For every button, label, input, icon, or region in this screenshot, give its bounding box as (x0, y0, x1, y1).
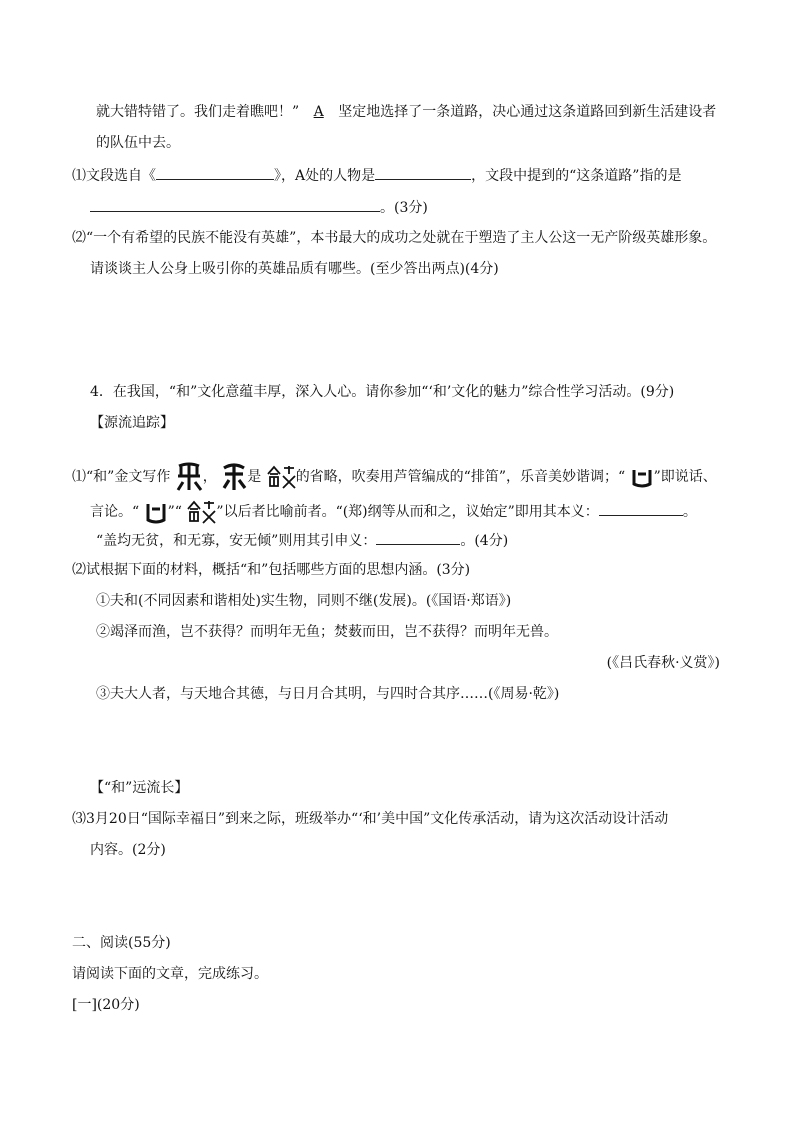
jinwen-yue-glyph-icon (144, 498, 168, 526)
jinwen-he-glyph-icon (175, 460, 203, 494)
q3-sub2-line1: ⑵“一个有希望的民族不能没有英雄”，本书最大的成功之处就在于塑造了主人公这一无产阶级英雄形象。 (72, 230, 717, 246)
q3-sub2-line2: 请谈谈主人公身上吸引你的英雄品质有哪些。(至少答出两点)(4分) (90, 261, 499, 277)
jinwen-he-full-glyph-icon (266, 464, 296, 490)
passage-line-2: 的队伍中去。 (96, 135, 180, 151)
jinwen-he-variant-glyph-icon (221, 460, 247, 494)
answer-blank[interactable] (376, 529, 460, 545)
q4-intro: 4．在我国，“和”文化意蕴丰厚，深入人心。请你参加“‘和’文化的魅力”综合性学习活动。(9分) (90, 384, 675, 400)
part2-heading: 二、阅读(55分) (72, 935, 171, 951)
answer-blank[interactable] (156, 164, 274, 180)
q4-sub2-prompt: ⑵试根据下面的材料，概括“和”包括哪些方面的思想内涵。(3分) (72, 562, 471, 578)
material-2-source: (《吕氏春秋·义赏》) (606, 655, 720, 671)
answer-blank[interactable] (375, 164, 471, 180)
jinwen-yue-glyph-icon (630, 464, 654, 490)
q4-sub1-line2: 言论。“ ”“ ”以后者比喻前者。“(郑)纲等从而和之，议始定”即用其本义： 。 (90, 498, 697, 526)
answer-blank[interactable] (90, 196, 380, 212)
q4-sub3-line1: ⑶3月20日“国际幸福日”到来之际，班级举办“‘和’美中国”文化传承活动，请为这次活动设计活动 (72, 811, 669, 827)
q4-sub1-line1: ⑴“和”金文写作 ， 是 的省略，吹奏用芦管编成的“排笛”，乐音美妙谐调；“ ”即说话、 (72, 460, 717, 494)
section-heading-source: 【源流追踪】 (90, 415, 174, 431)
part2-instruction: 请阅读下面的文章，完成练习。 (72, 966, 268, 982)
material-1: ①夫和(不同因素和谐相处)实生物，同则不继(发展)。(《国语·郑语》) (96, 593, 512, 609)
material-3: ③夫大人者，与天地合其德，与日月合其明，与四时合其序……(《周易·乾》) (96, 686, 560, 702)
jinwen-he-full-glyph-icon (186, 499, 216, 525)
answer-blank[interactable] (599, 500, 683, 516)
q3-sub1: ⑴文段选自《 》，A处的人物是 ，文段中提到的“这条道路”指的是 (72, 164, 681, 186)
q3-sub1-line2: 。(3分) (90, 196, 428, 218)
part2-subheading: [一](20分) (72, 997, 140, 1013)
passage-line-1: 就大错特错了。我们走着瞧吧！” A 坚定地选择了一条道路，决心通过这条道路回到新生活建设者 (96, 104, 717, 120)
section-heading-legacy: 【“和”远流长】 (90, 780, 189, 796)
q4-sub3-line2: 内容。(2分) (90, 842, 166, 858)
q4-sub1-line3: “盖均无贫，和无寡，安无倾”则用其引申义： 。(4分) (96, 529, 508, 551)
material-2: ②竭泽而渔，岂不获得？而明年无鱼；焚薮而田，岂不获得？而明年无兽。 (96, 624, 558, 640)
blank-a: A (313, 104, 324, 120)
